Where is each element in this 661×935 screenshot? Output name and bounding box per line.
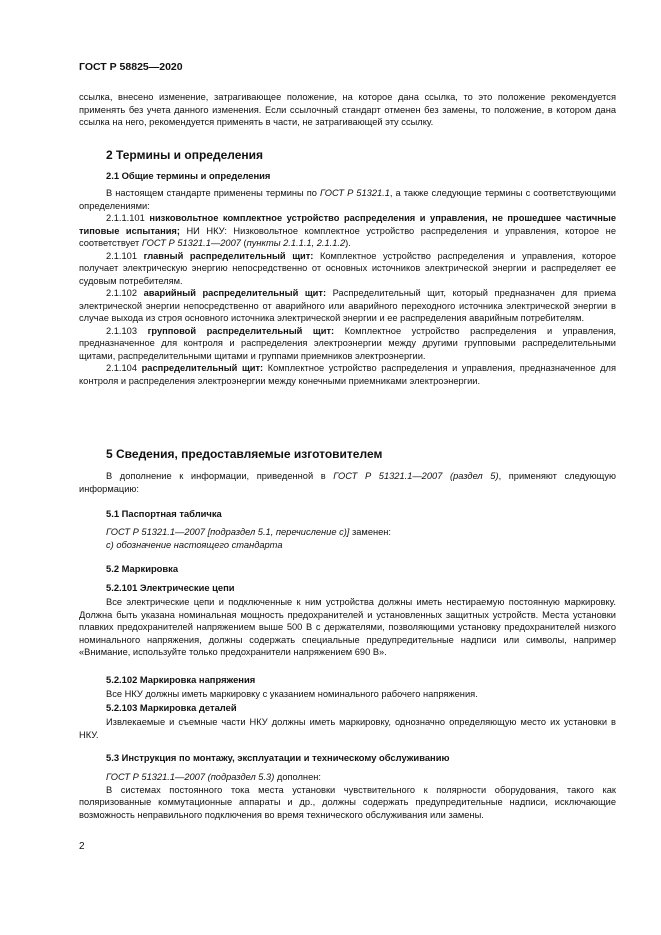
section-5-3-text: В системах постоянного тока места установки чувствительного к полярности оборудования, такого как поляризованные коммутационные аппараты и др., должны содержать предупредительные надписи, исключающие возможность неправильного подключения во время технического обслуживания или замены. <box>79 784 616 820</box>
section-5-1-title: 5.1 Паспортная табличка <box>106 508 222 519</box>
section-5-3-lead: ГОСТ Р 51321.1—2007 (подраздел 5.3) дополнен: <box>106 772 321 782</box>
section-5-2-101-body <box>79 596 616 659</box>
section-5-2-101-title: 5.2.101 Электрические цепи <box>106 582 235 593</box>
section-2-body <box>79 187 616 387</box>
section-5-2-103-text: Извлекаемые и съемные части НКУ должны иметь маркировку, однозначно определяющую место их установки в НКУ. <box>79 717 616 740</box>
section-5-2-title: 5.2 Маркировка <box>106 563 179 574</box>
section-5-1-line-2: с) обозначение настоящего стандарта <box>106 539 283 550</box>
term-2-1-102: 2.1.102 аварийный распределительный щит: Распределительный щит, который предназначен для приема электрической энергии непосредственно от аварийного или аварийного переходного источника электрической энергии в случае выхода из строя основного источника электрической энергии и ее распределения аварийным потребителям. <box>79 288 617 323</box>
section-5-3-body <box>79 771 616 821</box>
intro-paragraph <box>79 91 616 129</box>
section-5-1-body <box>79 526 616 551</box>
term-2-1-101: 2.1.101 главный распределительный щит: Комплектное устройство распределения и управления, которое получает электрическую энергию непосредственно от основных источников электрической энергии и распределяет ее судовым потребителям. <box>79 250 616 286</box>
intro-text: ссылка, внесено изменение, затрагивающее положение, на которое дана ссылка, то это положение рекомендуется применять без учета данного изменения. Если ссылочный стандарт отменен без замены, то положение, в котором дана ссылка на него, рекомендуется применять в части, не затрагивающей эту ссылку. <box>79 92 616 127</box>
page-number: 2 <box>79 841 85 852</box>
section-5-lead-block <box>79 470 616 495</box>
section-2-title: 2 Термины и определения <box>106 148 264 162</box>
term-2-1-104: 2.1.104 распределительный щит: Комплектное устройство распределения и управления, предназначенное для контроля и распределения электроэнергии между конечными приемниками электроэнергии. <box>79 363 616 386</box>
term-2-1-1-101: 2.1.1.101 низковольтное комплектное устройство распределения и управления, не прошедшее частичные типовые испытания; НИ НКУ: Низковольтное комплектное устройство распределения и управления, которое не соответствует ГОСТ Р 51321.1—2007 (пункты 2.1.1.1, 2.1.1.2). <box>79 213 617 248</box>
section-2-lead: В настоящем стандарте применены термины по ГОСТ Р 51321.1, а также следующие термины с соответствующими определениями: <box>79 188 616 211</box>
section-5-3-title: 5.3 Инструкция по монтажу, эксплуатации и техническому обслуживанию <box>106 752 450 763</box>
section-5-2-103-body <box>79 716 616 741</box>
section-5-2-102-body <box>79 688 616 701</box>
section-5-title: 5 Сведения, предоставляемые изготовителем <box>106 447 383 461</box>
section-5-lead: В дополнение к информации, приведенной в ГОСТ Р 51321.1—2007 (раздел 5), применяют следующую информацию: <box>79 471 616 494</box>
section-5-2-103-title: 5.2.103 Маркировка деталей <box>106 702 237 713</box>
document-code-header: ГОСТ Р 58825—2020 <box>79 61 183 73</box>
section-2-1-title: 2.1 Общие термины и определения <box>106 170 271 181</box>
term-2-1-103: 2.1.103 групповой распределительный щит: Комплектное устройство распределения и управления, предназначенное для контроля и распределения электроэнергии между другими групповыми распределительными щитами, распределительными щитами и группами приемников электроэнергии. <box>79 325 616 361</box>
section-5-2-102-title: 5.2.102 Маркировка напряжения <box>106 674 256 685</box>
section-5-1-line-1: ГОСТ Р 51321.1—2007 [подраздел 5.1, перечисление с)] заменен: <box>106 527 392 537</box>
section-5-2-101-text: Все электрические цепи и подключенные к ним устройства должны иметь нестираемую постоянную маркировку. Должна быть указана номинальная мощность предохранителей и установленных защитных устройств. Места установки плавких предохранителей напряжением выше 500 В с держателями, позволяющими установку предохранителей низкого номинального напряжения, должны содержать специальные предупредительные надписи или символы, например «Внимание, используйте только предохранители напряжением 690 В». <box>79 597 616 657</box>
section-5-2-102-text: Все НКУ должны иметь маркировку с указанием номинального рабочего напряжения. <box>106 689 478 699</box>
